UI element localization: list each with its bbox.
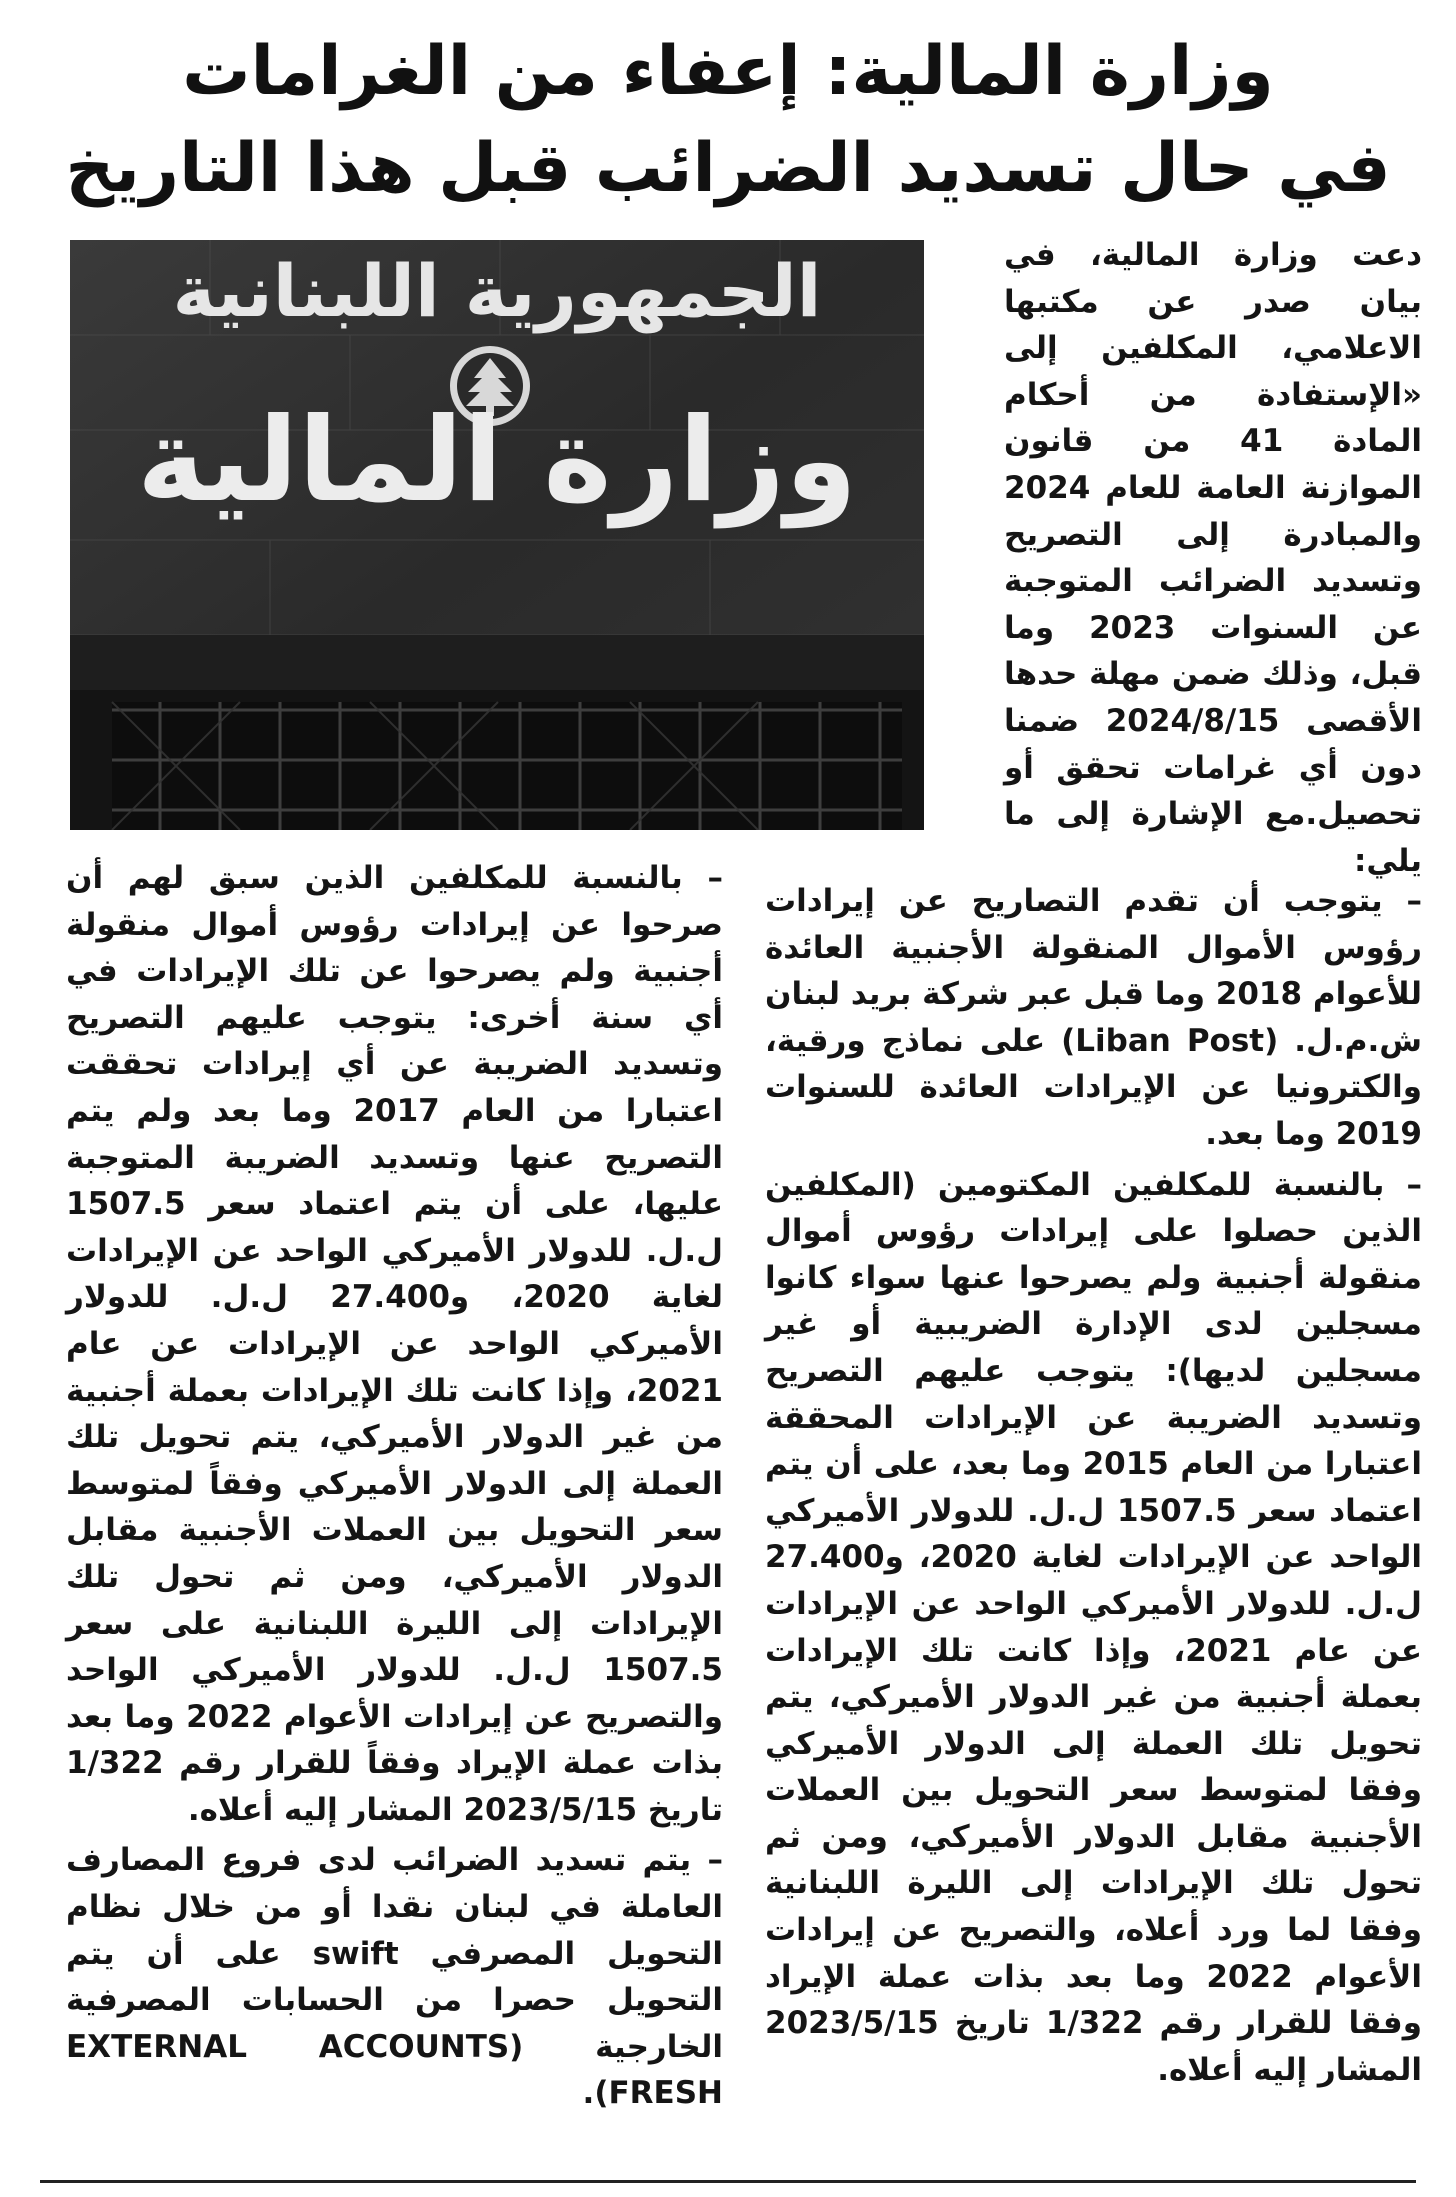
article-column-top	[1004, 232, 1422, 884]
headline-line-2: في حال تسديد الضرائب قبل هذا التاريخ	[65, 129, 1391, 208]
article-column-left	[66, 855, 723, 2117]
headline-line-1: وزارة المالية: إعفاء من الغرامات	[182, 32, 1274, 111]
bottom-divider	[40, 2180, 1416, 2183]
article-bullet-4: – يتم تسديد الضرائب لدى فروع المصارف العاملة في لبنان نقدا أو من خلال نظام التحويل المصرفي swift على أن يتم التحويل حصرا من الحسابات المصرفية الخارجية (EXTERNAL ACCOUNTS FRESH).	[66, 1842, 723, 2112]
article-intro: دعت وزارة المالية، في بيان صدر عن مكتبها الاعلامي، المكلفين إلى «الإستفادة من أحكام المادة 41 من قانون الموازنة العامة للعام 2024 والمبادرة إلى التصريح وتسديد الضرائب المتوجبة عن السنوات 2023 وما قبل، وذلك ضمن مهلة حدها الأقصى 2024/8/15 ضمنا دون أي غرامات تحقق أو تحصيل.مع الإشارة إلى ما يلي:	[1004, 237, 1422, 879]
article-bullet-1: – يتوجب أن تقدم التصاريح عن إيرادات رؤوس الأموال المنقولة الأجنبية العائدة للأعوام 2018 وما قبل عبر شركة بريد لبنان ش.م.ل. (Liban Post) على نماذج ورقية، والكترونيا عن الإيرادات العائدة للسنوات 2019 وما بعد.	[765, 883, 1423, 1152]
article-bullet-2: – بالنسبة للمكلفين المكتومين (المكلفين الذين حصلوا على إيرادات رؤوس أموال منقولة أجنبية ولم يصرحوا عنها سواء كانوا مسجلين لدى الإدارة الضريبية أو غير مسجلين لديها): يتوجب عليهم التصريح وتسديد الضريبة عن الإيرادات المحققة اعتبارا من العام 2015 وما بعد، على أن يتم اعتماد سعر 1507.5 ل.ل. للدولار الأميركي الواحد عن الإيرادات لغاية 2020، و27.400 ل.ل. للدولار الأميركي الواحد عن الإيرادات عن عام 2021، وإذا كانت تلك الإيرادات بعملة أجنبية من غير الدولار الأميركي، يتم تحويل تلك العملة إلى الدولار الأميركي وفقا لمتوسط سعر التحويل بين العملات الأجنبية مقابل الدولار الأميركي، ومن ثم تحول تلك الإيرادات إلى الليرة اللبنانية وفقا لما ورد أعلاه، والتصريح عن إيرادات الأعوام 2022 وما بعد بذات عملة الإيراد وفقا للقرار رقم 1/322 تاريخ 2023/5/15 المشار إليه أعلاه.	[765, 1166, 1423, 2088]
sign-main-text: وزارة المالية	[136, 393, 858, 528]
article-bullet-3: – بالنسبة للمكلفين الذين سبق لهم أن صرحوا عن إيرادات رؤوس أموال منقولة أجنبية ولم يصرحوا عن تلك الإيرادات في أي سنة أخرى: يتوجب عليهم التصريح وتسديد الضريبة عن أي إيرادات تحققت اعتبارا من العام 2017 وما بعد ولم يتم التصريح عنها وتسديد الضريبة المتوجبة عليها، على أن يتم اعتماد سعر 1507.5 ل.ل. للدولار الأميركي الواحد عن الإيرادات لغاية 2020، و27.400 ل.ل. للدولار الأميركي الواحد عن الإيرادات عن عام 2021، وإذا كانت تلك الإيرادات بعملة أجنبية من غير الدولار الأميركي، يتم تحويل تلك العملة إلى الدولار الأميركي وفقاً لمتوسط سعر التحويل بين العملات الأجنبية مقابل الدولار الأميركي، ومن ثم تحول تلك الإيرادات إلى الليرة اللبنانية على سعر 1507.5 ل.ل. للدولار الأميركي الواحد والتصريح عن إيرادات الأعوام 2022 وما بعد بذات عملة الإيراد وفقاً للقرار رقم 1/322 تاريخ 2023/5/15 المشار إليه أعلاه.	[66, 860, 723, 1828]
article-column-right	[765, 878, 1422, 2093]
sign-top-text: الجمهورية اللبنانية	[172, 249, 822, 333]
ministry-photo	[70, 240, 924, 830]
